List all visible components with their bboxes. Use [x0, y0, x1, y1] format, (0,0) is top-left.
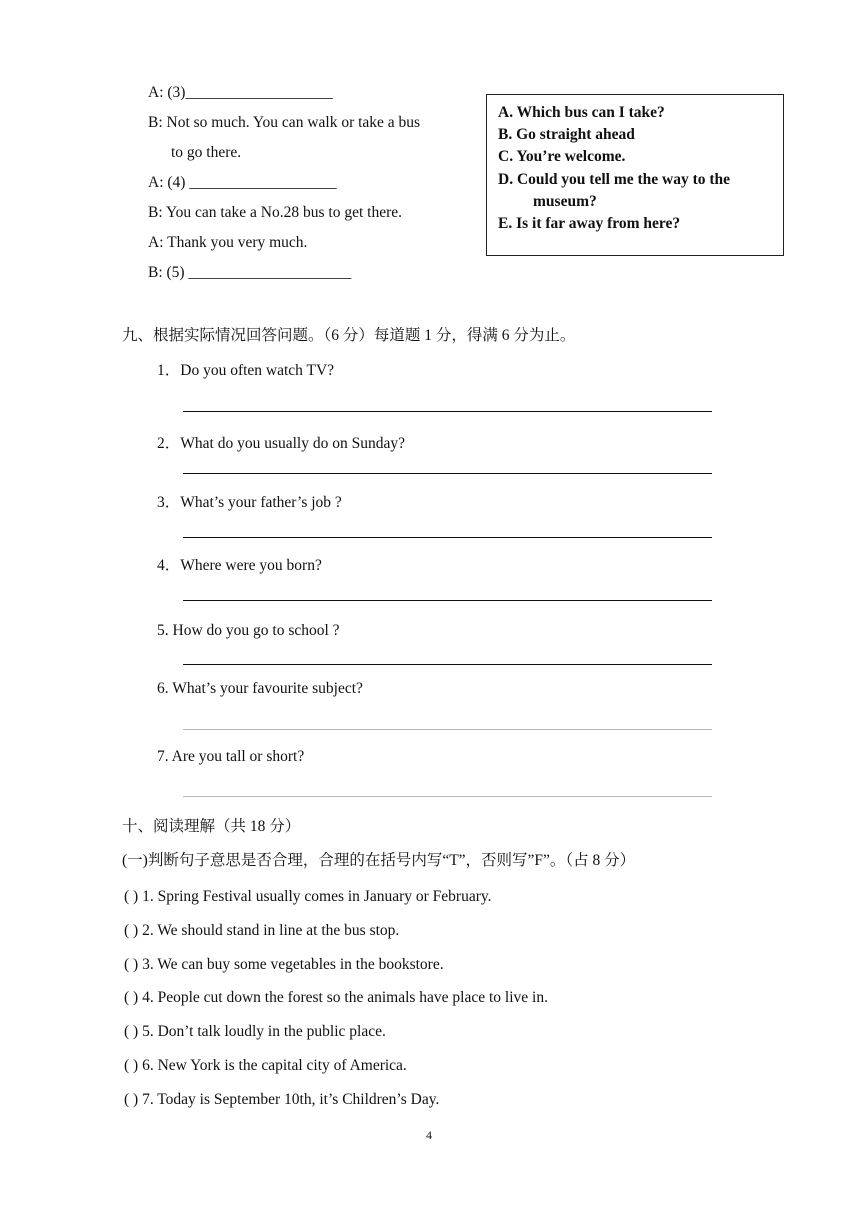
option-d-continued: museum?: [533, 193, 597, 210]
question-1: 1．Do you often watch TV?: [157, 362, 335, 379]
tf-item-2: ( ) 2. We should stand in line at the bus stop.: [124, 922, 400, 939]
question-7: 7. Are you tall or short?: [157, 748, 305, 765]
section-9-heading: 九、根据实际情况回答问题。（6 分）每道题 1 分，得满 6 分为止。: [122, 327, 576, 344]
section-10-subheading: (一)判断句子意思是否合理，合理的在括号内写“T”，否则写”F”。（占 8 分）: [122, 852, 636, 869]
option-a: A. Which bus can I take?: [498, 104, 665, 121]
option-d: D. Could you tell me the way to the: [498, 171, 731, 188]
tf-item-7: ( ) 7. Today is September 10th, it’s Children’s Day.: [124, 1091, 440, 1108]
question-6: 6. What’s your favourite subject?: [157, 680, 363, 697]
question-5: 5. How do you go to school ?: [157, 622, 340, 639]
tf-item-3: ( ) 3. We can buy some vegetables in the bookstore.: [124, 956, 444, 973]
dialogue-line-3: to go there.: [171, 144, 242, 161]
dialogue-line-7: B: (5) _____________________: [148, 264, 352, 281]
dialogue-line-2: B: Not so much. You can walk or take a bus: [148, 114, 421, 131]
option-e: E. Is it far away from here?: [498, 215, 681, 232]
option-c: C. You’re welcome.: [498, 148, 626, 165]
question-2: 2．What do you usually do on Sunday?: [157, 435, 405, 452]
dialogue-line-5: B: You can take a No.28 bus to get there.: [148, 204, 402, 221]
answer-line-5[interactable]: [183, 664, 712, 665]
section-10-heading: 十、阅读理解（共 18 分）: [122, 818, 301, 835]
tf-item-4: ( ) 4. People cut down the forest so the animals have place to live in.: [124, 989, 548, 1006]
tf-item-1: ( ) 1. Spring Festival usually comes in January or February.: [124, 888, 492, 905]
answer-line-2[interactable]: [183, 473, 712, 474]
question-4: 4．Where were you born?: [157, 557, 322, 574]
page-number: 4: [426, 1128, 432, 1142]
answer-line-4[interactable]: [183, 600, 712, 601]
options-box: [486, 94, 784, 256]
answer-line-7[interactable]: [183, 796, 712, 797]
tf-item-5: ( ) 5. Don’t talk loudly in the public place.: [124, 1023, 386, 1040]
question-3: 3．What’s your father’s job ?: [157, 494, 342, 511]
answer-line-6[interactable]: [183, 729, 712, 730]
tf-item-6: ( ) 6. New York is the capital city of America.: [124, 1057, 407, 1074]
answer-line-1[interactable]: [183, 411, 712, 412]
dialogue-line-6: A: Thank you very much.: [148, 234, 308, 251]
dialogue-line-4: A: (4) ___________________: [148, 174, 337, 191]
answer-line-3[interactable]: [183, 537, 712, 538]
dialogue-line-1: A: (3)___________________: [148, 84, 333, 101]
option-b: B. Go straight ahead: [498, 126, 635, 143]
